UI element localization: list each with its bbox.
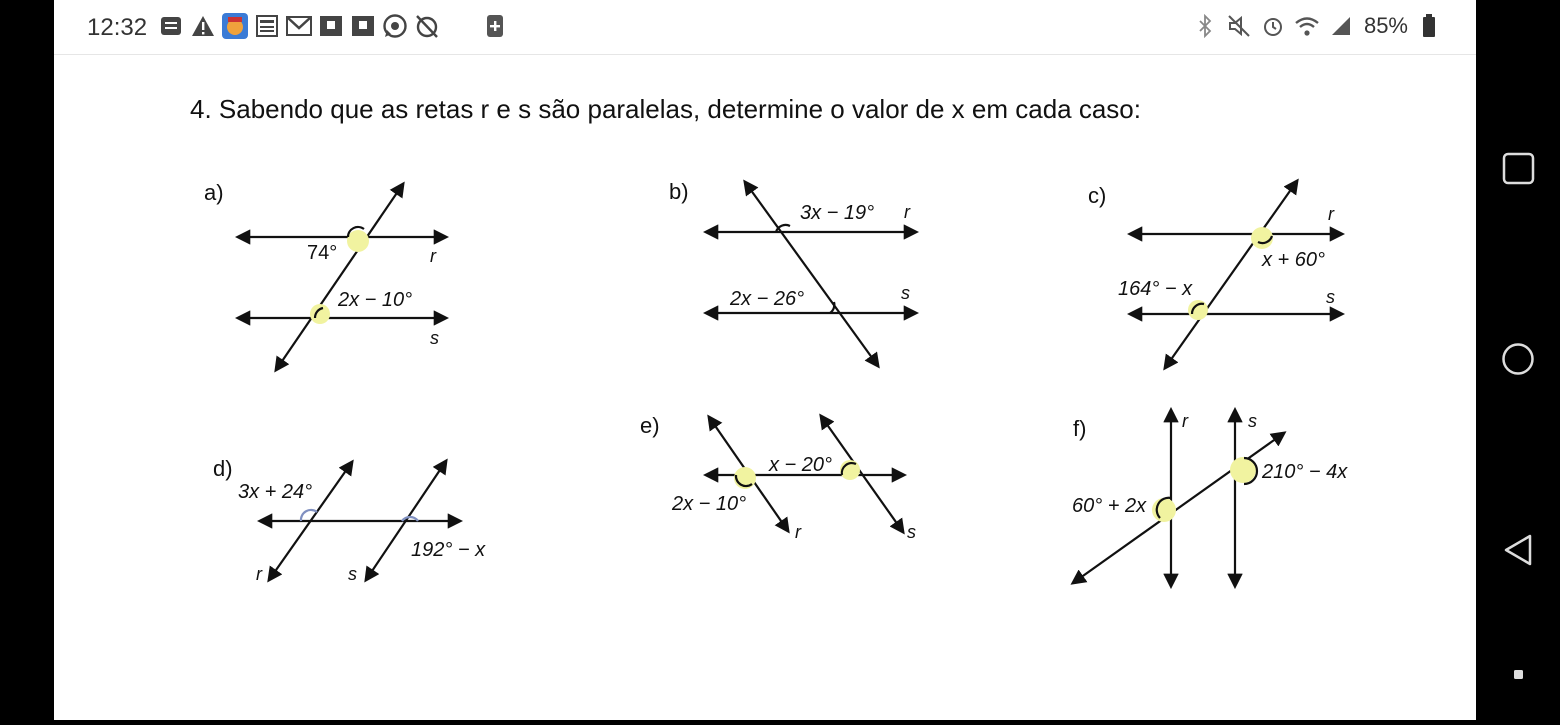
status-time: 12:32	[87, 14, 148, 41]
figure-f-r: r	[1182, 411, 1188, 431]
figure-b-label: b)	[669, 179, 689, 204]
figure-f-label: f)	[1073, 416, 1087, 441]
figure-d-s: s	[348, 564, 357, 584]
figure-a-angle2: 2x − 10°	[338, 289, 413, 311]
assistant-dot[interactable]	[1514, 670, 1523, 679]
figure-b-angle1: 3x − 19°	[800, 202, 875, 224]
figure-d-label: d)	[213, 456, 233, 481]
screen	[54, 0, 1476, 720]
figure-e-angle2: 2x − 10°	[672, 493, 747, 515]
figure-c-label: c)	[1088, 183, 1107, 208]
figure-f-s: s	[1248, 411, 1257, 431]
transversal	[276, 184, 403, 370]
navigation-bar	[1476, 0, 1560, 720]
figure-a-s: s	[430, 328, 439, 348]
figure-e-label: e)	[640, 413, 660, 438]
figure-a-r: r	[430, 246, 436, 266]
figure-c-s: s	[1326, 287, 1335, 307]
figure-d-angle2: 192° − x	[411, 539, 486, 561]
home-button[interactable]	[1504, 345, 1533, 374]
battery-percent: 85%	[1363, 13, 1408, 38]
figure-b-s: s	[901, 283, 910, 303]
figure-d	[260, 461, 460, 580]
figure-a	[238, 184, 446, 370]
recents-button[interactable]	[1504, 154, 1533, 183]
figure-a-label: a)	[204, 180, 224, 205]
figure-c-angle1: x + 60°	[1262, 249, 1326, 271]
figure-d-angle1: 3x + 24°	[238, 481, 313, 503]
question-text: 4. Sabendo que as retas r e s são paralelas, determine o valor de x em cada caso:	[190, 94, 1141, 124]
figure-c-angle2: 164° − x	[1118, 278, 1193, 300]
figure-e-r: r	[795, 522, 801, 542]
figure-e-s: s	[907, 522, 916, 542]
geometry-figures	[54, 0, 1476, 720]
figure-b-r: r	[904, 202, 910, 222]
back-button[interactable]	[1506, 536, 1530, 564]
figure-b-angle2: 2x − 26°	[730, 288, 805, 310]
transversal	[1165, 181, 1297, 368]
figure-f-angle1: 210° − 4x	[1262, 461, 1348, 483]
figure-d-r: r	[256, 564, 262, 584]
figure-c	[1130, 181, 1342, 368]
figure-a-angle1: 74°	[307, 242, 338, 264]
figure-f-angle2: 60° + 2x	[1072, 495, 1147, 517]
figure-c-r: r	[1328, 204, 1334, 224]
figure-e-angle1: x − 20°	[769, 454, 833, 476]
